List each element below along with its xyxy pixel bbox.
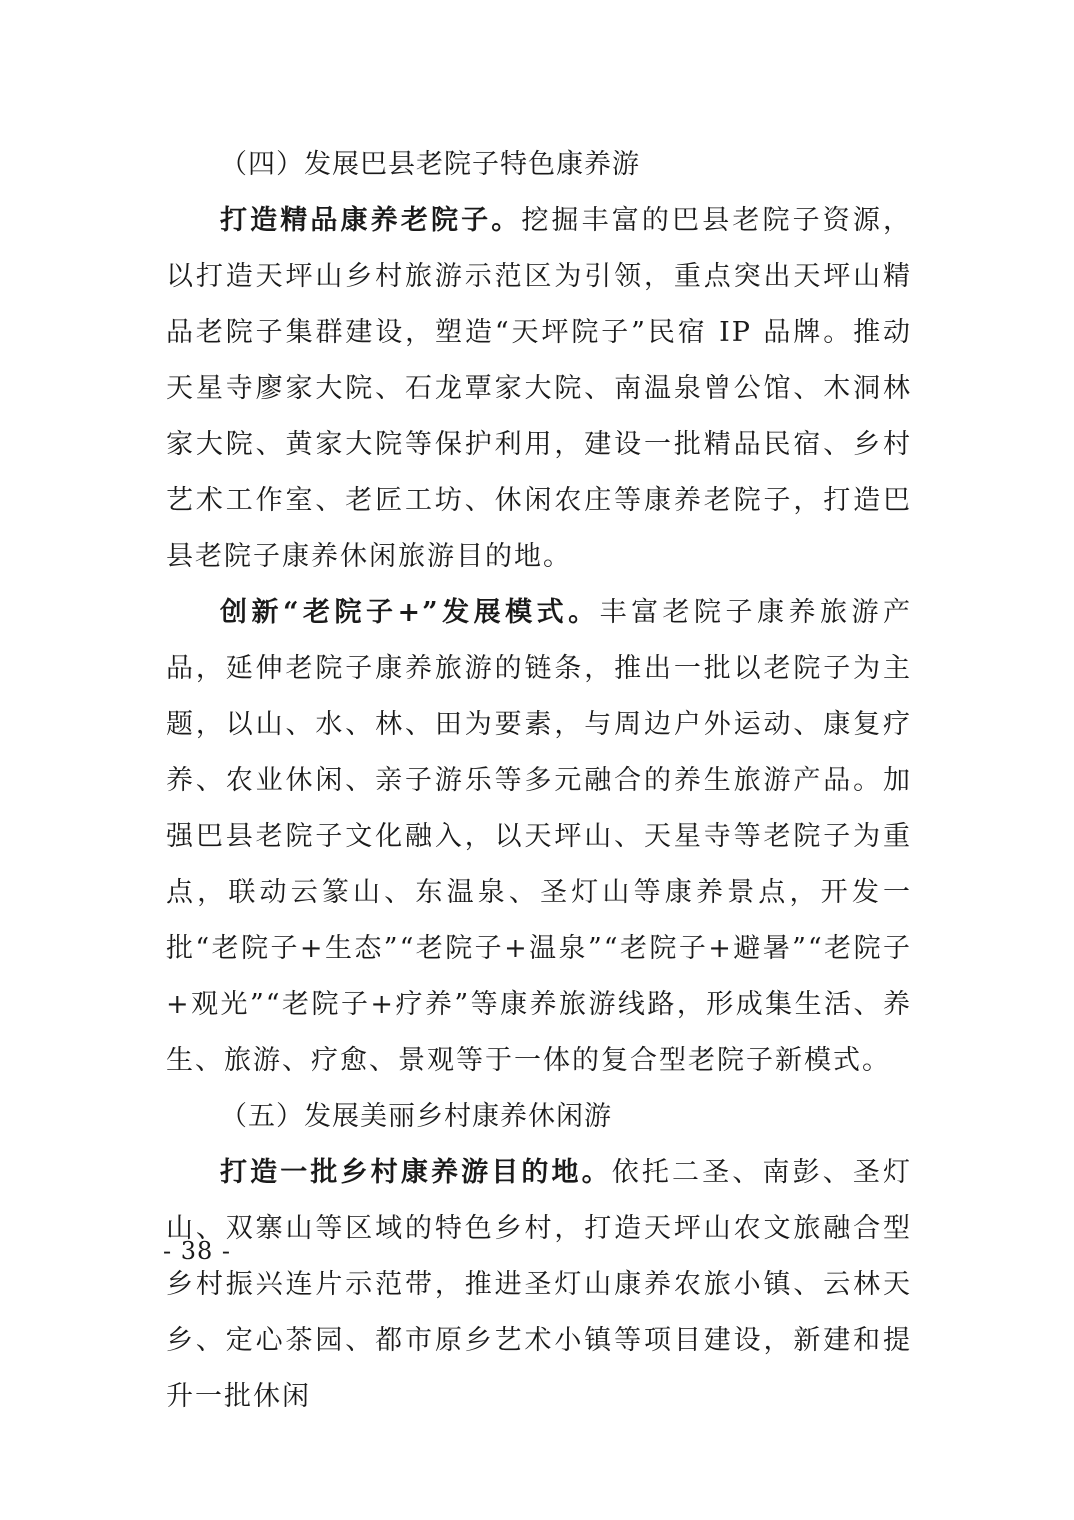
paragraph-text: 挖掘丰富的巴县老院子资源，以打造天坪山乡村旅游示范区为引领，重点突出天坪山精品老院子集群建设，塑造“天坪院子”民宿 IP 品牌。推动天星寺廖家大院、石龙覃家大院、南温泉曾公馆、木洞林家大院、黄家大院等保护利用，建设一批精品民宿、乡村艺术工作室、老匠工坊、休闲农庄等康养老院子，打造巴县老院子康养休闲旅游目的地。 — [166, 205, 913, 572]
paragraph-boutique-courtyards — [166, 193, 912, 585]
paragraph-courtyard-plus-model — [166, 585, 912, 1089]
page-body — [166, 137, 912, 1425]
page-number: - 38 - — [163, 1237, 232, 1265]
section-heading-4: （四）发展巴县老院子特色康养游 — [220, 149, 640, 180]
paragraph-lead: 打造一批乡村康养游目的地。 — [220, 1157, 612, 1188]
paragraph-rural-destinations — [166, 1145, 912, 1425]
section-heading-5: （五）发展美丽乡村康养休闲游 — [220, 1101, 612, 1132]
paragraph-text: 依托二圣、南彭、圣灯山、双寨山等区域的特色乡村，打造天坪山农文旅融合型乡村振兴连片示范带，推进圣灯山康养农旅小镇、云林天乡、定心茶园、都市原乡艺术小镇等项目建设，新建和提升一批休闲 — [166, 1157, 913, 1412]
paragraph-lead: 打造精品康养老院子。 — [220, 205, 522, 236]
paragraph-text: 丰富老院子康养旅游产品，延伸老院子康养旅游的链条，推出一批以老院子为主题，以山、水、林、田为要素，与周边户外运动、康复疗养、农业休闲、亲子游乐等多元融合的养生旅游产品。加强巴县老院子文化融入，以天坪山、天星寺等老院子为重点，联动云篆山、东温泉、圣灯山等康养景点，开发一批“老院子+生态”“老院子+温泉”“老院子+避暑”“老院子+观光”“老院子+疗养”等康养旅游线路，形成集生活、养生、旅游、疗愈、景观等于一体的复合型老院子新模式。 — [166, 597, 912, 1076]
paragraph-lead: 创新“老院子+”发展模式。 — [220, 597, 600, 628]
